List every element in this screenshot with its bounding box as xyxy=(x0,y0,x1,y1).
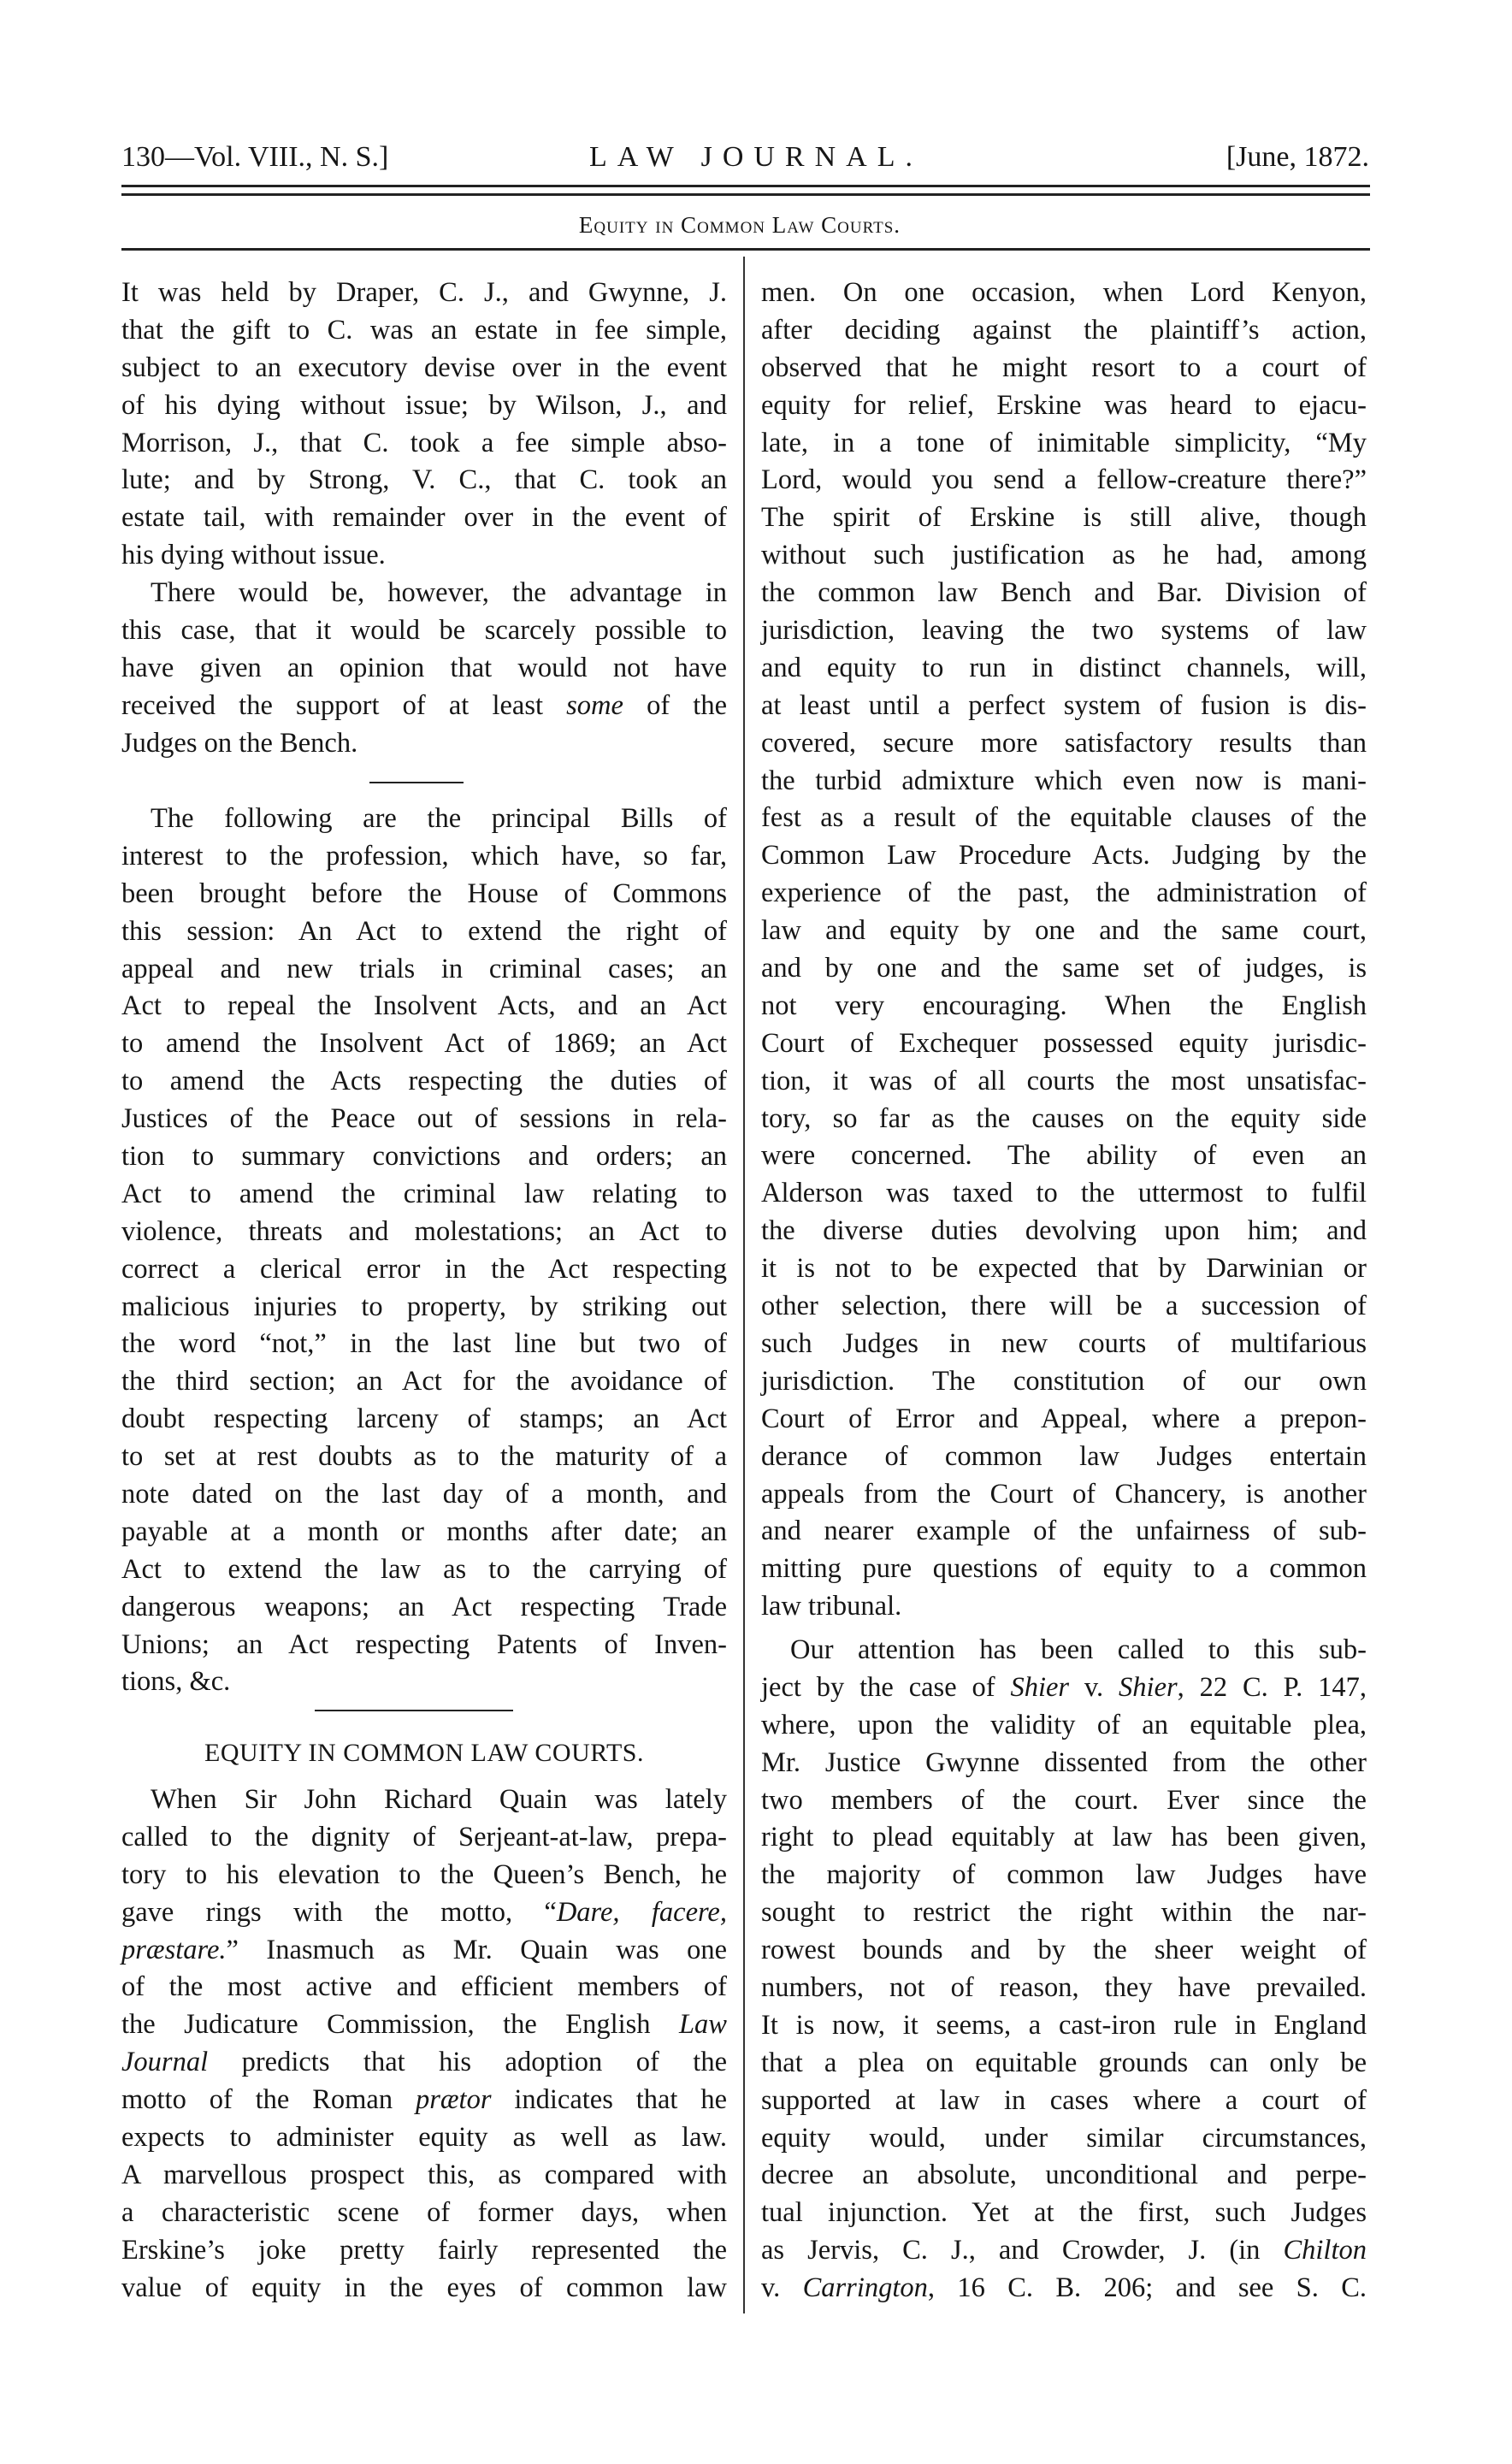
text-line: without such justification as he had, among xyxy=(761,540,1367,571)
text-line: tion to summary convictions and orders; an xyxy=(121,1141,727,1173)
page-number-volume: 130—Vol. VIII., N. S.] xyxy=(121,141,389,173)
text-line: The spirit of Erskine is still alive, though xyxy=(761,502,1367,534)
text-line: a characteristic scene of former days, when xyxy=(121,2196,727,2228)
text-line: Mr. Justice Gwynne dissented from the other xyxy=(761,1746,1367,1778)
subtitle-rule xyxy=(121,248,1370,251)
text-line: derance of common law Judges entertain xyxy=(761,1440,1367,1472)
text-line: When Sir John Richard Quain was lately xyxy=(151,1784,727,1815)
text-line: and nearer example of the unfairness of sub- xyxy=(761,1516,1367,1547)
text-line: fest as a result of the equitable clauses of the xyxy=(761,802,1367,834)
header-rule-bottom xyxy=(121,193,1370,196)
header-rule-top xyxy=(121,185,1370,187)
text-line: and equity to run in distinct channels, will, xyxy=(761,652,1367,683)
text-line: payable at a month or months after date; an xyxy=(121,1516,727,1547)
text-line: It was held by Draper, C. J., and Gwynne, J. xyxy=(121,277,727,308)
text-line: it is not to be expected that by Darwinian or xyxy=(761,1253,1367,1285)
text-line: malicious injuries to property, by striking out xyxy=(121,1291,727,1322)
text-line: to set at rest doubts as to the maturity of a xyxy=(121,1441,727,1473)
text-line: dangerous weapons; an Act respecting Trade xyxy=(121,1591,727,1622)
text-segment: the Judicature Commission, the English xyxy=(121,2009,679,2041)
text-line: Lord, would you send a fellow-creature there?” xyxy=(761,464,1367,496)
text-line: There would be, however, the advantage in xyxy=(151,577,727,608)
text-line: the third section; an Act for the avoidance of xyxy=(121,1366,727,1397)
text-segment: indicates that he xyxy=(491,2084,728,2116)
text-line: of the most active and efficient members of xyxy=(121,1971,727,2003)
text-line: his dying without issue. xyxy=(121,540,386,571)
text-line: equity would, under similar circumstances, xyxy=(761,2122,1367,2154)
text-line xyxy=(121,2082,727,2119)
text-segment: v. xyxy=(1069,1671,1119,1703)
text-line: supported at law in cases where a court of xyxy=(761,2084,1367,2116)
text-line: two members of the court. Ever since the xyxy=(761,1784,1367,1816)
text-line: of his dying without issue; by Wilson, J., and xyxy=(121,389,727,421)
text-line: where, upon the validity of an equitable plea, xyxy=(761,1709,1367,1740)
article-heading: EQUITY IN COMMON LAW COURTS. xyxy=(204,1739,644,1767)
text-segment: motto of the Roman xyxy=(121,2084,416,2116)
text-line: tory to his elevation to the Queen’s Bench, he xyxy=(121,1858,727,1890)
text-line: have given an opinion that would not have xyxy=(121,652,727,683)
text-line: called to the dignity of Serjeant-at-law, prepa- xyxy=(121,1821,727,1852)
text-line: the common law Bench and Bar. Division of xyxy=(761,577,1367,609)
text-line: appeal and new trials in criminal cases; an xyxy=(121,953,727,984)
text-line: other selection, there will be a succession of xyxy=(761,1291,1367,1322)
paragraph xyxy=(121,275,727,575)
text-line xyxy=(121,688,727,725)
italic-text: Law xyxy=(678,2009,727,2041)
italic-text: prætor xyxy=(415,2084,492,2116)
text-line: tion, it was of all courts the most unsatisfac- xyxy=(761,1065,1367,1096)
text-line: been brought before the House of Commons xyxy=(121,877,727,909)
text-line: Court of Exchequer possessed equity jurisdic- xyxy=(761,1027,1367,1059)
text-line: decree an absolute, unconditional and perpe- xyxy=(761,2160,1367,2191)
italic-text: Shier xyxy=(1119,1671,1178,1703)
text-line xyxy=(121,1894,727,1932)
text-line: interest to the profession, which have, so far, xyxy=(121,840,727,872)
text-segment: v. xyxy=(761,2272,803,2304)
text-line: doubt respecting larceny of stamps; an Act xyxy=(121,1403,727,1435)
paragraph xyxy=(121,575,727,762)
text-segment: ject by the case of xyxy=(761,1671,1011,1703)
text-line xyxy=(121,1932,727,1970)
text-line: Alderson was taxed to the uttermost to fulfil xyxy=(761,1178,1367,1209)
text-line: Erskine’s joke pretty fairly represented the xyxy=(121,2234,727,2266)
text-line: The following are the principal Bills of xyxy=(151,803,727,834)
text-line: Judges on the Bench. xyxy=(121,727,358,759)
text-line: numbers, not of reason, they have prevailed. xyxy=(761,1972,1367,2004)
text-line: the diverse duties devolving upon him; and xyxy=(761,1215,1367,1247)
text-line: appeals from the Court of Chancery, is another xyxy=(761,1478,1367,1510)
italic-text: Carrington xyxy=(802,2272,928,2304)
text-line: violence, threats and molestations; an Act to xyxy=(121,1215,727,1247)
text-segment: , 22 C. P. 147, xyxy=(1177,1671,1367,1703)
text-line: men. On one occasion, when Lord Kenyon, xyxy=(761,277,1367,308)
text-segment: ” Inasmuch as Mr. Quain was one xyxy=(226,1934,727,1965)
text-line xyxy=(761,2232,1367,2270)
text-line: Our attention has been called to this sub- xyxy=(790,1634,1367,1665)
text-segment: received the support of at least xyxy=(121,689,567,721)
issue-date: [June, 1872. xyxy=(1226,141,1369,173)
text-line: rowest bounds and by the sheer weight of xyxy=(761,1935,1367,1966)
text-line: experience of the past, the administration of xyxy=(761,877,1367,909)
italic-text: some xyxy=(566,689,623,721)
text-line: this session: An Act to extend the right of xyxy=(121,915,727,947)
text-segment: gave rings with the motto, “ xyxy=(121,1896,557,1928)
text-line: the turbid admixture which even now is mani- xyxy=(761,765,1367,796)
section-rule xyxy=(315,1710,513,1711)
text-line: Morrison, J., that C. took a fee simple abso- xyxy=(121,427,727,458)
text-line: sought to restrict the right within the nar- xyxy=(761,1897,1367,1929)
text-line: late, in a tone of inimitable simplicity, “My xyxy=(761,427,1367,458)
text-line xyxy=(761,2270,1367,2307)
text-line: right to plead equitably at law has been given, xyxy=(761,1822,1367,1853)
text-line: expects to administer equity as well as law. xyxy=(121,2122,727,2154)
text-line: tual injunction. Yet at the first, such Judges xyxy=(761,2197,1367,2229)
text-line: law and equity by one and the same court, xyxy=(761,915,1367,947)
text-line: note dated on the last day of a month, and xyxy=(121,1479,727,1510)
paragraph xyxy=(121,801,727,1701)
italic-text: Dare, facere, xyxy=(556,1896,727,1928)
text-line: Act to amend the criminal law relating to xyxy=(121,1178,727,1209)
text-line: tions, &c. xyxy=(121,1666,231,1698)
text-line: were concerned. The ability of even an xyxy=(761,1140,1367,1172)
text-line: mitting pure questions of equity to a common xyxy=(761,1553,1367,1585)
text-line: It is now, it seems, a cast-iron rule in England xyxy=(761,2009,1367,2041)
text-line: this case, that it would be scarcely possible to xyxy=(121,614,727,646)
text-line: after deciding against the plaintiff’s action, xyxy=(761,314,1367,346)
text-line: Common Law Procedure Acts. Judging by the xyxy=(761,840,1367,872)
text-line: estate tail, with remainder over in the event of xyxy=(121,502,727,534)
text-line: to amend the Insolvent Act of 1869; an Act xyxy=(121,1028,727,1060)
text-line: to amend the Acts respecting the duties of xyxy=(121,1066,727,1097)
text-segment: of the xyxy=(623,689,727,721)
paragraph xyxy=(761,275,1367,1626)
text-line: equity for relief, Erskine was heard to ejacu- xyxy=(761,389,1367,421)
italic-text: Shier xyxy=(1010,1671,1070,1703)
italic-text: Chilton xyxy=(1283,2235,1367,2266)
text-line: subject to an executory devise over in the event xyxy=(121,352,727,383)
text-line: observed that he might resort to a court of xyxy=(761,352,1367,383)
italic-text: præstare. xyxy=(121,1934,227,1965)
text-line: Act to repeal the Insolvent Acts, and an Act xyxy=(121,990,727,1022)
text-line: jurisdiction, leaving the two systems of law xyxy=(761,615,1367,647)
text-segment: predicts that his adoption of the xyxy=(208,2047,727,2078)
text-line: law tribunal. xyxy=(761,1591,902,1622)
text-line: Act to extend the law as to the carrying of xyxy=(121,1553,727,1585)
text-line: Justices of the Peace out of sessions in rela- xyxy=(121,1103,727,1135)
text-line: value of equity in the eyes of common law xyxy=(121,2272,727,2303)
text-line: A marvellous prospect this, as compared with xyxy=(121,2159,727,2190)
text-line: the word “not,” in the last line but two of xyxy=(121,1328,727,1360)
text-line xyxy=(121,2044,727,2082)
text-segment: , 16 C. B. 206; and see S. C. xyxy=(927,2272,1367,2304)
text-line: covered, secure more satisfactory results than xyxy=(761,727,1367,759)
text-line: Court of Error and Appeal, where a prepon- xyxy=(761,1403,1367,1434)
text-line: Unions; an Act respecting Patents of Inven- xyxy=(121,1628,727,1660)
section-rule xyxy=(369,782,464,783)
running-title: Equity in Common Law Courts. xyxy=(578,212,901,238)
italic-text: Journal xyxy=(121,2047,209,2078)
text-segment: as Jervis, C. J., and Crowder, J. (in xyxy=(761,2235,1284,2266)
text-line xyxy=(761,1669,1367,1707)
text-line: and by one and the same set of judges, is xyxy=(761,953,1367,984)
column-divider xyxy=(743,257,745,2313)
text-line: that a plea on equitable grounds can only be xyxy=(761,2047,1367,2078)
journal-title: LAW JOURNAL. xyxy=(589,141,923,173)
text-line: the majority of common law Judges have xyxy=(761,1859,1367,1891)
text-line: that the gift to C. was an estate in fee simple, xyxy=(121,314,727,346)
text-line: such Judges in new courts of multifarious xyxy=(761,1327,1367,1359)
text-line: lute; and by Strong, V. C., that C. took an xyxy=(121,464,727,496)
text-line: at least until a perfect system of fusion is dis- xyxy=(761,689,1367,721)
text-line: not very encouraging. When the English xyxy=(761,990,1367,1021)
text-line xyxy=(121,2006,727,2044)
text-line: tory, so far as the causes on the equity side xyxy=(761,1102,1367,1134)
paragraph xyxy=(761,1632,1367,2307)
text-line: correct a clerical error in the Act respecting xyxy=(121,1253,727,1285)
paragraph xyxy=(121,1782,727,2307)
text-line: jurisdiction. The constitution of our own xyxy=(761,1365,1367,1397)
